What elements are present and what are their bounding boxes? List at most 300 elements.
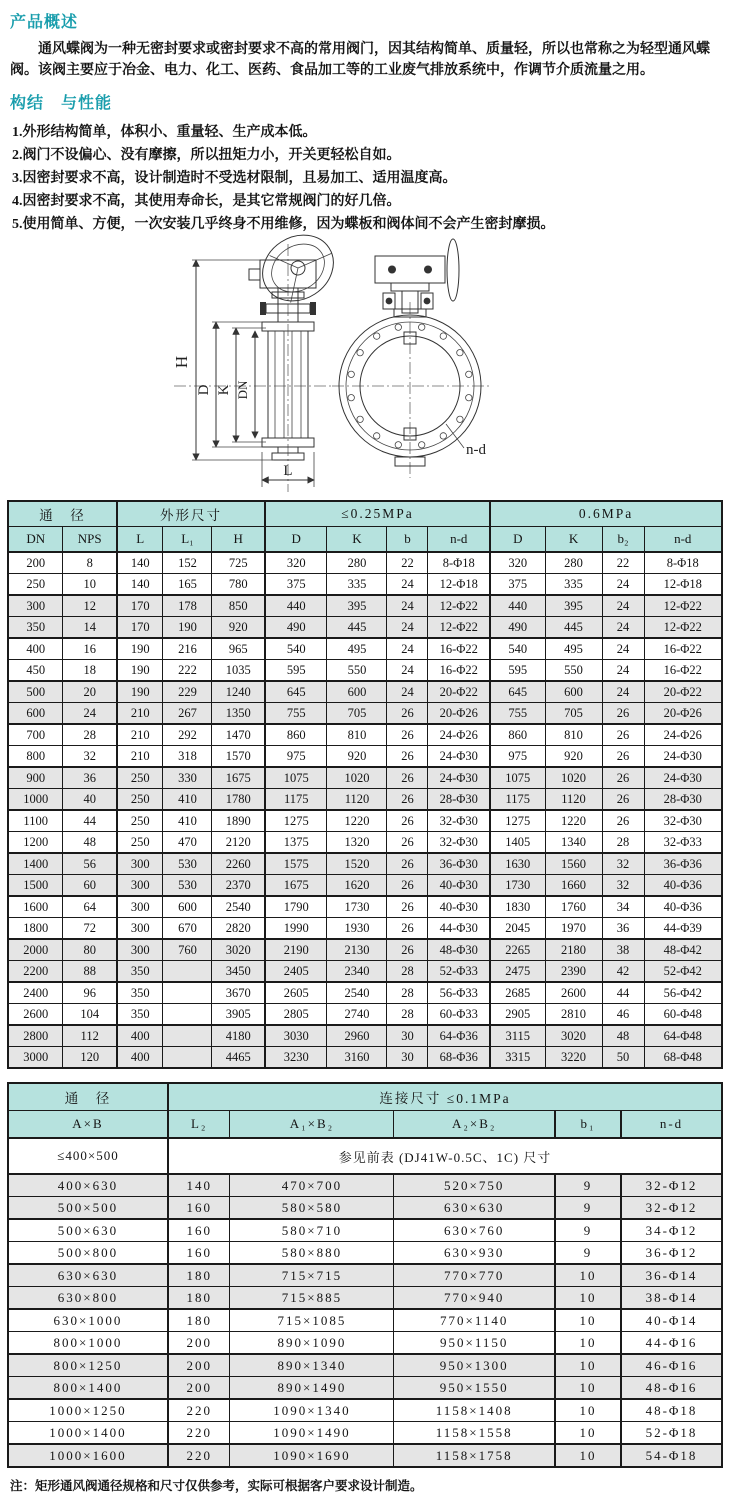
table-cell: 1035 <box>212 660 265 682</box>
table-cell: 36-Φ30 <box>428 853 490 875</box>
bolt-hole <box>466 371 472 377</box>
table-cell: 250 <box>8 574 63 596</box>
table-cell: 24-Φ30 <box>644 746 722 768</box>
table-cell: 2340 <box>327 961 387 983</box>
table-cell: 60-Φ48 <box>644 1004 722 1026</box>
table-cell: 26 <box>387 810 428 832</box>
connection-table <box>7 1082 723 1468</box>
table-cell: 715×885 <box>230 1287 394 1310</box>
table-cell: 16-Φ22 <box>644 638 722 660</box>
table-cell: 2400 <box>8 982 63 1004</box>
dim-label-l: L <box>283 463 293 479</box>
table-cell: 320 <box>265 552 327 574</box>
table-cell: 20-Φ22 <box>644 681 722 703</box>
table1-sub-header-row <box>8 527 722 553</box>
table-cell: 26 <box>602 767 644 789</box>
table1-group-header-row <box>8 501 722 527</box>
bolt-hole <box>374 433 380 439</box>
table-cell: 350 <box>117 982 163 1004</box>
table-cell: 26 <box>387 832 428 854</box>
table-row <box>8 1004 722 1026</box>
table-cell: 56-Φ42 <box>644 982 722 1004</box>
table2-group-header-row <box>8 1083 722 1111</box>
bolt-hole <box>348 395 354 401</box>
table-cell: 38-Φ14 <box>621 1287 722 1310</box>
table-cell: 30 <box>387 1025 428 1047</box>
table-cell: 216 <box>163 638 212 660</box>
table-cell: 24 <box>602 574 644 596</box>
table-cell: 10 <box>555 1309 621 1332</box>
table-cell: 20-Φ22 <box>428 681 490 703</box>
table-row <box>8 853 722 875</box>
feature-item: 5.使用简单、方便，一次安装几乎终身不用维修，因为蝶板和阀体间不会产生密封摩损。 <box>12 217 555 232</box>
table-cell: 755 <box>265 703 327 725</box>
table-cell: 28-Φ30 <box>644 789 722 811</box>
table-cell: 200 <box>168 1332 230 1355</box>
table-cell: 26 <box>602 789 644 811</box>
table-cell: 10 <box>555 1399 621 1422</box>
table-cell: 12-Φ22 <box>644 595 722 617</box>
feature-list <box>12 121 720 236</box>
table-cell <box>163 1047 212 1069</box>
table-row <box>8 1219 722 1242</box>
table-cell: 1760 <box>545 896 602 918</box>
table-cell: 140 <box>168 1174 230 1197</box>
table-cell: 3230 <box>265 1047 327 1069</box>
table-cell: 440 <box>265 595 327 617</box>
col-group-025mpa: ≤0.25MPa <box>265 501 490 527</box>
table-cell: 40 <box>63 789 117 811</box>
table-cell: 645 <box>490 681 545 703</box>
table-cell: 44 <box>63 810 117 832</box>
table-cell: 190 <box>163 617 212 639</box>
table-cell: 72 <box>63 918 117 940</box>
table-cell: 10 <box>555 1332 621 1355</box>
table-cell: 250 <box>117 832 163 854</box>
table-cell: 26 <box>602 746 644 768</box>
table-cell: 1000×1600 <box>8 1444 168 1467</box>
table-cell <box>163 1004 212 1026</box>
table-cell: 810 <box>327 724 387 746</box>
bolt-hole <box>457 350 463 356</box>
table-cell: 630×760 <box>394 1219 555 1242</box>
table-cell: 800 <box>8 746 63 768</box>
table-cell: 520×750 <box>394 1174 555 1197</box>
table-cell: 950×1300 <box>394 1354 555 1377</box>
table-cell: 1500 <box>8 875 63 897</box>
table-cell: 400×630 <box>8 1174 168 1197</box>
table-cell: 4180 <box>212 1025 265 1047</box>
table-cell: 220 <box>168 1399 230 1422</box>
table-cell: 40-Φ14 <box>621 1309 722 1332</box>
table-cell: 12-Φ22 <box>428 617 490 639</box>
table-cell: 250 <box>117 789 163 811</box>
table-cell: 10 <box>555 1287 621 1310</box>
table-cell: 10 <box>63 574 117 596</box>
table-cell: 1620 <box>327 875 387 897</box>
table-cell: 80 <box>63 939 117 961</box>
table-cell: 890×1490 <box>230 1377 394 1400</box>
table-cell: 920 <box>327 746 387 768</box>
table-cell: 1350 <box>212 703 265 725</box>
col-nps: NPS <box>63 527 117 553</box>
table-cell: 200 <box>8 552 63 574</box>
table-cell: 975 <box>265 746 327 768</box>
table-cell: 2475 <box>490 961 545 983</box>
table-cell: 1400 <box>8 853 63 875</box>
table-cell: 800×1250 <box>8 1354 168 1377</box>
table-cell: 32-Φ12 <box>621 1174 722 1197</box>
table-cell: 10 <box>555 1444 621 1467</box>
table-row <box>8 789 722 811</box>
table-cell: 3000 <box>8 1047 63 1069</box>
col-nd-025: n-d <box>428 527 490 553</box>
col-k-06: K <box>545 527 602 553</box>
col-k-025: K <box>327 527 387 553</box>
table-cell: 64 <box>63 896 117 918</box>
table-cell: 1275 <box>490 810 545 832</box>
table-row <box>8 1399 722 1422</box>
table-cell: 220 <box>168 1422 230 1445</box>
table-cell: 26 <box>387 767 428 789</box>
table-cell: 2180 <box>545 939 602 961</box>
table-cell: 190 <box>117 681 163 703</box>
table-cell: 42 <box>602 961 644 983</box>
feature-item: 3.因密封要求不高，设计制造时不受选材限制，且易加工、适用温度高。 <box>12 171 457 186</box>
table-cell: 32-Φ30 <box>428 832 490 854</box>
table-cell: 410 <box>163 810 212 832</box>
table-cell: 12 <box>63 595 117 617</box>
table-cell: 1075 <box>490 767 545 789</box>
table-cell: 3020 <box>545 1025 602 1047</box>
table-cell: 24 <box>387 638 428 660</box>
table-cell: 780 <box>212 574 265 596</box>
table-cell: 160 <box>168 1242 230 1265</box>
table1-body <box>8 552 722 1068</box>
table-cell: 1090×1490 <box>230 1422 394 1445</box>
table-cell: 44-Φ30 <box>428 918 490 940</box>
table-cell: 600 <box>545 681 602 703</box>
table-cell: 40-Φ30 <box>428 896 490 918</box>
table-cell: 500×500 <box>8 1197 168 1220</box>
table-cell: 24 <box>63 703 117 725</box>
table-cell: 1375 <box>265 832 327 854</box>
table-cell: 64-Φ36 <box>428 1025 490 1047</box>
table-cell: 1000 <box>8 789 63 811</box>
table-cell: 52-Φ18 <box>621 1422 722 1445</box>
table-cell: 36 <box>602 918 644 940</box>
table-cell: 24 <box>387 574 428 596</box>
table-cell: 725 <box>212 552 265 574</box>
table-cell: 1780 <box>212 789 265 811</box>
table-cell: 56 <box>63 853 117 875</box>
table-cell: 1320 <box>327 832 387 854</box>
col-b-025: b <box>387 527 428 553</box>
table-cell: 400 <box>117 1047 163 1069</box>
table-cell: 2810 <box>545 1004 602 1026</box>
bolt-hole <box>348 371 354 377</box>
table-cell: 2120 <box>212 832 265 854</box>
table-cell: 350 <box>8 617 63 639</box>
table-row <box>8 961 722 983</box>
table-cell: 375 <box>265 574 327 596</box>
table-cell: 318 <box>163 746 212 768</box>
table-cell: 26 <box>387 853 428 875</box>
table-cell: 12-Φ22 <box>644 617 722 639</box>
table-cell: 2405 <box>265 961 327 983</box>
datasheet-page <box>0 12 730 1493</box>
table-cell: 400 <box>8 638 63 660</box>
table-row <box>8 1047 722 1069</box>
table-cell: 350 <box>117 1004 163 1026</box>
table-cell: 140 <box>117 574 163 596</box>
table-cell: 68-Φ48 <box>644 1047 722 1069</box>
table-row <box>8 810 722 832</box>
table-row <box>8 1354 722 1377</box>
table-cell: 12-Φ18 <box>428 574 490 596</box>
col-d-06: D <box>490 527 545 553</box>
table-cell: 16-Φ22 <box>644 660 722 682</box>
table-cell: 34-Φ12 <box>621 1219 722 1242</box>
table-row <box>8 724 722 746</box>
table-cell: 20-Φ26 <box>644 703 722 725</box>
table2-sub-header-row <box>8 1111 722 1139</box>
table-cell: 2200 <box>8 961 63 983</box>
table-cell: 26 <box>387 703 428 725</box>
table-row <box>8 552 722 574</box>
col-b1: b₁ <box>555 1111 621 1139</box>
table-cell: 410 <box>163 789 212 811</box>
table-cell: 1890 <box>212 810 265 832</box>
table-row <box>8 660 722 682</box>
table-cell: 4465 <box>212 1047 265 1069</box>
table-cell: 9 <box>555 1197 621 1220</box>
table-row <box>8 918 722 940</box>
table-cell: 26 <box>387 875 428 897</box>
bolt-hole <box>374 333 380 339</box>
table-cell: 950×1150 <box>394 1332 555 1355</box>
col-b2-06: b₂ <box>602 527 644 553</box>
table-cell: 48-Φ30 <box>428 939 490 961</box>
table-cell: 490 <box>265 617 327 639</box>
table-row <box>8 939 722 961</box>
col-group-diameter2: 通 径 <box>8 1083 168 1111</box>
dim-label-d: D <box>196 384 212 396</box>
table-cell: 580×580 <box>230 1197 394 1220</box>
bolt <box>424 266 432 274</box>
table-cell: 3450 <box>212 961 265 983</box>
table-cell: 630×930 <box>394 1242 555 1265</box>
table-cell: 630×1000 <box>8 1309 168 1332</box>
table-cell: 60 <box>63 875 117 897</box>
dim-label-nd: n-d <box>466 442 486 458</box>
table-cell: 8-Φ18 <box>428 552 490 574</box>
table-cell: 1220 <box>545 810 602 832</box>
table-row <box>8 767 722 789</box>
table-cell: 3020 <box>212 939 265 961</box>
table-cell: 320 <box>490 552 545 574</box>
table-cell: 24 <box>602 660 644 682</box>
bolt-hole <box>440 433 446 439</box>
col-group-outline: 外形尺寸 <box>117 501 265 527</box>
col-group-connection: 连接尺寸 ≤0.1MPa <box>168 1083 722 1111</box>
table-cell: 2800 <box>8 1025 63 1047</box>
table-cell: 112 <box>63 1025 117 1047</box>
table-cell: 1520 <box>327 853 387 875</box>
table-cell: 14 <box>63 617 117 639</box>
table-cell: 800×1000 <box>8 1332 168 1355</box>
table-cell: 28 <box>602 832 644 854</box>
table-cell: 530 <box>163 875 212 897</box>
table-cell: 104 <box>63 1004 117 1026</box>
table-cell: 975 <box>490 746 545 768</box>
col-a2xb2: A₂×B₂ <box>394 1111 555 1139</box>
col-nd2: n-d <box>621 1111 722 1139</box>
table-cell: 1075 <box>265 767 327 789</box>
table-cell: 500×800 <box>8 1242 168 1265</box>
table-cell: 46-Φ16 <box>621 1354 722 1377</box>
table-cell: 2540 <box>212 896 265 918</box>
table-cell: 88 <box>63 961 117 983</box>
gearbox-front <box>375 256 445 283</box>
table-cell: 8-Φ18 <box>644 552 722 574</box>
table-cell: 1120 <box>545 789 602 811</box>
table-cell: 36-Φ36 <box>644 853 722 875</box>
valve-technical-drawing <box>148 240 588 498</box>
table-cell: 28-Φ30 <box>428 789 490 811</box>
table-cell: 900 <box>8 767 63 789</box>
table-cell: 810 <box>545 724 602 746</box>
table-row <box>8 638 722 660</box>
table-cell: 24 <box>387 660 428 682</box>
feature-item: 4.因密封要求不高，其使用寿命长，是其它常规阀门的好几倍。 <box>12 194 401 209</box>
table-cell: 1730 <box>327 896 387 918</box>
table-cell: 490 <box>490 617 545 639</box>
table-cell: 48 <box>63 832 117 854</box>
table-cell: 40-Φ36 <box>644 875 722 897</box>
table-cell: 1630 <box>490 853 545 875</box>
dimension-table <box>7 500 723 1069</box>
table-cell: 160 <box>168 1219 230 1242</box>
table-cell: 495 <box>545 638 602 660</box>
table-cell: 850 <box>212 595 265 617</box>
table-cell: 180 <box>168 1309 230 1332</box>
table-cell: 24 <box>602 595 644 617</box>
table-cell: 9 <box>555 1219 621 1242</box>
table-cell: 24-Φ30 <box>428 746 490 768</box>
table-cell: 1340 <box>545 832 602 854</box>
table-cell: 24 <box>387 617 428 639</box>
table-cell: 300 <box>117 896 163 918</box>
table-cell: 18 <box>63 660 117 682</box>
table-cell: 550 <box>545 660 602 682</box>
table-cell: 2905 <box>490 1004 545 1026</box>
table-cell: 26 <box>387 746 428 768</box>
table-cell: 440 <box>490 595 545 617</box>
table-cell: 395 <box>545 595 602 617</box>
table-cell: 2605 <box>265 982 327 1004</box>
table-cell <box>163 961 212 983</box>
section-title-structure: 构结 与性能 <box>10 95 113 112</box>
table-cell: 400 <box>117 1025 163 1047</box>
table-cell: 1020 <box>545 767 602 789</box>
table-cell: 140 <box>117 552 163 574</box>
table-cell: 1090×1690 <box>230 1444 394 1467</box>
table-cell: 580×710 <box>230 1219 394 1242</box>
table-cell: 3160 <box>327 1047 387 1069</box>
table-cell: 1660 <box>545 875 602 897</box>
table-cell: 890×1090 <box>230 1332 394 1355</box>
table-cell: 1158×1758 <box>394 1444 555 1467</box>
table-cell: 335 <box>545 574 602 596</box>
table-cell: 40-Φ36 <box>644 896 722 918</box>
table-cell: 9 <box>555 1242 621 1265</box>
table-cell: 2045 <box>490 918 545 940</box>
table-cell: 48-Φ18 <box>621 1399 722 1422</box>
table-cell <box>163 1025 212 1047</box>
table-cell: 28 <box>387 1004 428 1026</box>
table-cell: 550 <box>327 660 387 682</box>
table-cell: 20-Φ26 <box>428 703 490 725</box>
table-cell: 1470 <box>212 724 265 746</box>
table-cell: 2390 <box>545 961 602 983</box>
table-cell: 12-Φ18 <box>644 574 722 596</box>
table-cell: 3220 <box>545 1047 602 1069</box>
table-cell: 170 <box>117 617 163 639</box>
table-cell: 760 <box>163 939 212 961</box>
table-cell: 1220 <box>327 810 387 832</box>
table-cell: 705 <box>545 703 602 725</box>
table-row <box>8 832 722 854</box>
table-cell: 1790 <box>265 896 327 918</box>
table-cell: 26 <box>602 810 644 832</box>
table-cell: 36 <box>63 767 117 789</box>
table-cell: 32-Φ30 <box>644 810 722 832</box>
dim-label-h: H <box>172 355 191 369</box>
table-cell: 26 <box>602 703 644 725</box>
table-cell: 645 <box>265 681 327 703</box>
table-cell: 1800 <box>8 918 63 940</box>
table-cell: 44-Φ39 <box>644 918 722 940</box>
table-cell: 860 <box>265 724 327 746</box>
table-cell: 3315 <box>490 1047 545 1069</box>
table-row <box>8 1264 722 1287</box>
table-cell: 580×880 <box>230 1242 394 1265</box>
bolt-hole <box>419 442 425 448</box>
table-cell: 32 <box>602 875 644 897</box>
table-cell: 267 <box>163 703 212 725</box>
table-cell: 1575 <box>265 853 327 875</box>
table-cell: 16 <box>63 638 117 660</box>
table-cell: 3115 <box>490 1025 545 1047</box>
table-cell: 2540 <box>327 982 387 1004</box>
table-cell: 2600 <box>8 1004 63 1026</box>
table-cell: 890×1340 <box>230 1354 394 1377</box>
table-cell: 200 <box>168 1354 230 1377</box>
table-row <box>8 681 722 703</box>
table-cell: 715×1085 <box>230 1309 394 1332</box>
table-cell: 540 <box>490 638 545 660</box>
table-cell: 10 <box>555 1264 621 1287</box>
table-cell: 375 <box>490 574 545 596</box>
col-nd-06: n-d <box>644 527 722 553</box>
table-cell: 26 <box>602 724 644 746</box>
table-cell: 26 <box>387 724 428 746</box>
col-d-025: D <box>265 527 327 553</box>
table-cell: 190 <box>117 660 163 682</box>
table-cell: 630×630 <box>394 1197 555 1220</box>
table-cell: 2000 <box>8 939 63 961</box>
